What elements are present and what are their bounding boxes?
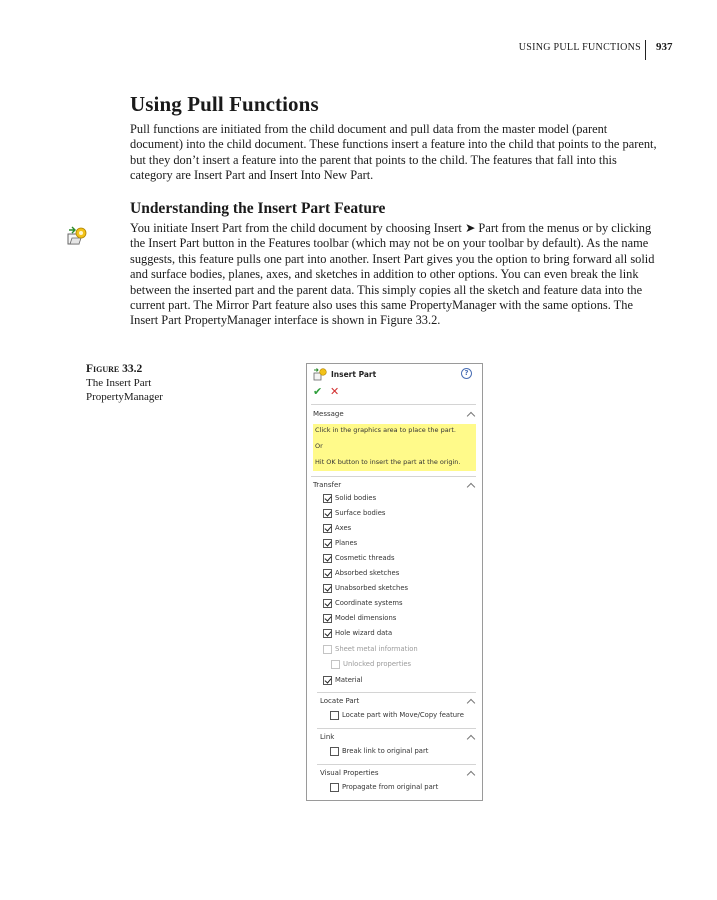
section-heading: Using Pull Functions [130,92,319,116]
subsection-heading: Understanding the Insert Part Feature [130,200,386,217]
checkbox-box[interactable] [323,494,332,503]
cancel-button[interactable]: ✕ [330,385,340,398]
link-section-header[interactable]: Link [320,733,335,741]
figure-caption-text: The Insert Part PropertyManager [86,377,163,403]
checkbox-box[interactable] [330,747,339,756]
divider [317,692,476,693]
divider [311,476,476,477]
collapse-chevron-icon[interactable] [467,771,475,779]
ok-button[interactable]: ✔ [313,385,323,398]
checkbox-box[interactable] [323,584,332,593]
checkbox-box[interactable] [323,524,332,533]
message-line: Click in the graphics area to place the part. [315,426,456,434]
checkbox-box[interactable] [323,599,332,608]
message-line: Or [315,442,323,450]
visual-properties-section-header[interactable]: Visual Properties [320,769,379,777]
checkbox-box[interactable] [323,509,332,518]
insert-part-property-manager: Insert Part ? ✔ ✕ Message Click in the graphics area to place the part. Or Hit OK button to insert the part at the origin. Transfer Solid bodies Surface bodies Axes Planes Cosmetic threads Absorbed sketches Unabsorbed sketches Coordinate systems Model dimensions Hole wizard data Sheet metal information Unlocked properties Material Locate Part Locate part with Move/Copy feature Link Break link to original part Visual Properties Propagate from original part [306,363,483,801]
section-paragraph: Pull functions are initiated from the child document and pull data from the master model (parent document) into the child document. These functions insert a feature into the child that points to the parent, but they don’t insert a feature into the parent that points to the child. The features that fall into this category are Insert Part and Insert Into New Part. [130,122,657,183]
pm-header [313,368,478,382]
checkbox-box[interactable] [323,539,332,548]
locate-part-section-header[interactable]: Locate Part [320,697,360,705]
divider [311,404,476,405]
checkbox-box [331,660,340,669]
insert-part-icon [66,226,88,248]
running-header [0,40,717,60]
checkbox-box[interactable] [330,711,339,720]
checkbox-box[interactable] [323,629,332,638]
running-header-title: USING PULL FUNCTIONS [518,42,641,53]
divider [317,728,476,729]
divider [317,764,476,765]
message-line: Hit OK button to insert the part at the origin. [315,458,461,466]
pm-title: Insert Part [331,370,377,379]
transfer-section-header[interactable]: Transfer [313,481,342,489]
help-icon[interactable]: ? [461,368,472,379]
checkbox-box [323,645,332,654]
figure-caption [86,362,216,404]
checkbox-box[interactable] [330,783,339,792]
collapse-chevron-icon[interactable] [467,699,475,707]
checkbox-box[interactable] [323,554,332,563]
collapse-chevron-icon[interactable] [467,412,475,420]
checkbox-box[interactable] [323,676,332,685]
checkbox-box[interactable] [323,614,332,623]
checkbox-box[interactable] [323,569,332,578]
insert-part-icon [313,368,327,381]
collapse-chevron-icon[interactable] [467,483,475,491]
subsection-paragraph: You initiate Insert Part from the child document by choosing Insert ➤ Part from the menus or by clicking the Insert Part button in the Features toolbar (which may not be on your toolbar by default). As the name suggests, this feature pulls one part into another. Insert Part gives you the option to bring forward all solid and surface bodies, planes, axes, and sketches in addition to other options. You can even break the link between the inserted part and the parent data. This simply copies all the sketch and feature data into the current part. The Mirror Part feature also uses this same PropertyManager with the same options. The Insert Part PropertyManager interface is shown in Figure 33.2. [130,221,655,328]
figure-label: Figure 33.2 [86,363,143,375]
message-box [313,424,476,471]
collapse-chevron-icon[interactable] [467,735,475,743]
running-header-divider [645,40,646,60]
message-section-header[interactable]: Message [313,410,344,418]
page-number: 937 [656,41,673,53]
